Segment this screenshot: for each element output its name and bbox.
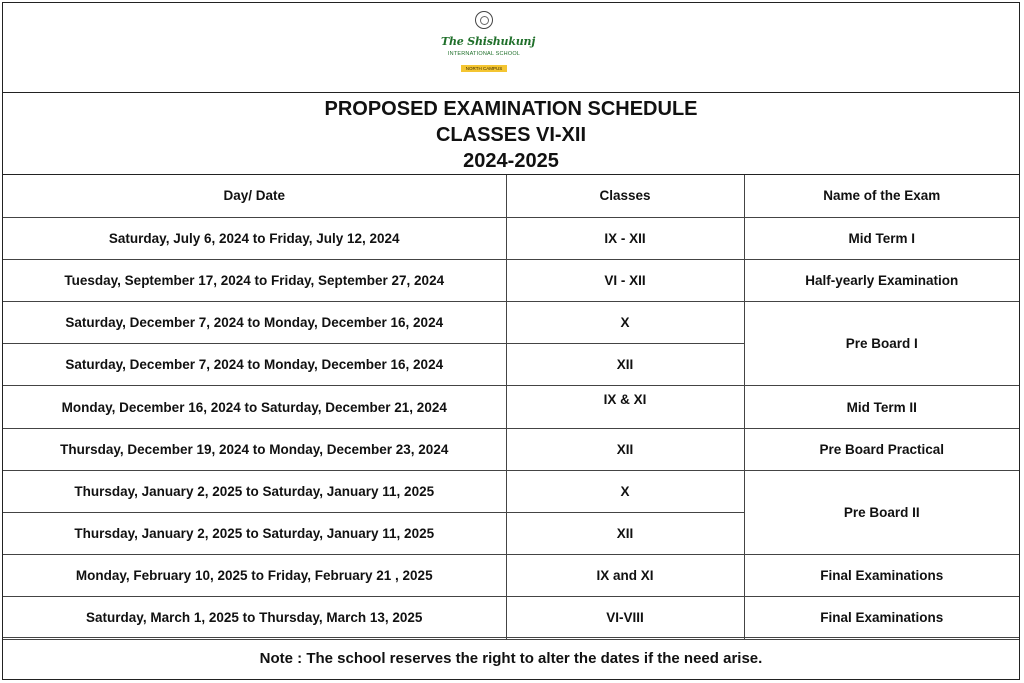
- date-cell: Monday, December 16, 2024 to Saturday, December 21, 2024: [3, 386, 506, 428]
- date-cell: Tuesday, September 17, 2024 to Friday, September 27, 2024: [3, 259, 506, 301]
- classes-cell: X: [506, 302, 744, 344]
- exam-cell: Mid Term II: [744, 386, 1019, 428]
- header-classes: Classes: [506, 175, 744, 217]
- exam-cell: Pre Board I: [744, 302, 1019, 386]
- classes-cell: X: [506, 470, 744, 512]
- exam-cell: Final Examinations: [744, 555, 1019, 597]
- table-header-row: [3, 175, 1019, 217]
- school-logo: [441, 11, 536, 85]
- logo-header: [3, 3, 1019, 93]
- crest-icon: [475, 11, 493, 29]
- title-line-3: 2024-2025: [463, 150, 559, 172]
- classes-cell: XII: [506, 344, 744, 386]
- table-row: [3, 302, 1019, 344]
- table-row: [3, 470, 1019, 512]
- exam-cell: Final Examinations: [744, 597, 1019, 639]
- date-cell: Saturday, March 1, 2025 to Thursday, March 13, 2025: [3, 597, 506, 639]
- table-row: [3, 428, 1019, 470]
- date-cell: Saturday, December 7, 2024 to Monday, December 16, 2024: [3, 344, 506, 386]
- classes-cell: XII: [506, 428, 744, 470]
- exam-cell: Pre Board Practical: [744, 428, 1019, 470]
- date-cell: Saturday, July 6, 2024 to Friday, July 12, 2024: [3, 217, 506, 259]
- logo-campus: NORTH CAMPUS: [461, 65, 507, 72]
- exam-cell: Mid Term I: [744, 217, 1019, 259]
- exam-cell: Pre Board II: [744, 470, 1019, 554]
- date-cell: Thursday, January 2, 2025 to Saturday, January 11, 2025: [3, 470, 506, 512]
- logo-brand: The Shishukunj: [441, 35, 536, 48]
- classes-cell: IX and XI: [506, 555, 744, 597]
- table-row: [3, 386, 1019, 428]
- table-row: [3, 217, 1019, 259]
- classes-cell: IX & XI: [506, 386, 744, 428]
- schedule-table: [3, 175, 1019, 640]
- table-row: [3, 597, 1019, 639]
- title-line-2: CLASSES VI-XII: [435, 124, 587, 146]
- classes-cell: VI - XII: [506, 259, 744, 301]
- document-title: [3, 93, 1019, 175]
- classes-cell: VI-VIII: [506, 597, 744, 639]
- exam-cell: Half-yearly Examination: [744, 259, 1019, 301]
- schedule-document: [2, 2, 1020, 680]
- date-cell: Thursday, January 2, 2025 to Saturday, January 11, 2025: [3, 513, 506, 555]
- disclaimer-note: Note : The school reserves the right to alter the dates if the need arise.: [3, 637, 1019, 679]
- table-row: [3, 259, 1019, 301]
- header-date: Day/ Date: [3, 175, 506, 217]
- header-exam: Name of the Exam: [744, 175, 1019, 217]
- title-line-1: PROPOSED EXAMINATION SCHEDULE: [324, 98, 698, 120]
- table-row: [3, 555, 1019, 597]
- classes-cell: XII: [506, 513, 744, 555]
- date-cell: Saturday, December 7, 2024 to Monday, December 16, 2024: [3, 302, 506, 344]
- classes-cell: IX - XII: [506, 217, 744, 259]
- logo-subtitle: INTERNATIONAL SCHOOL: [447, 51, 521, 57]
- date-cell: Thursday, December 19, 2024 to Monday, December 23, 2024: [3, 428, 506, 470]
- date-cell: Monday, February 10, 2025 to Friday, February 21 , 2025: [3, 555, 506, 597]
